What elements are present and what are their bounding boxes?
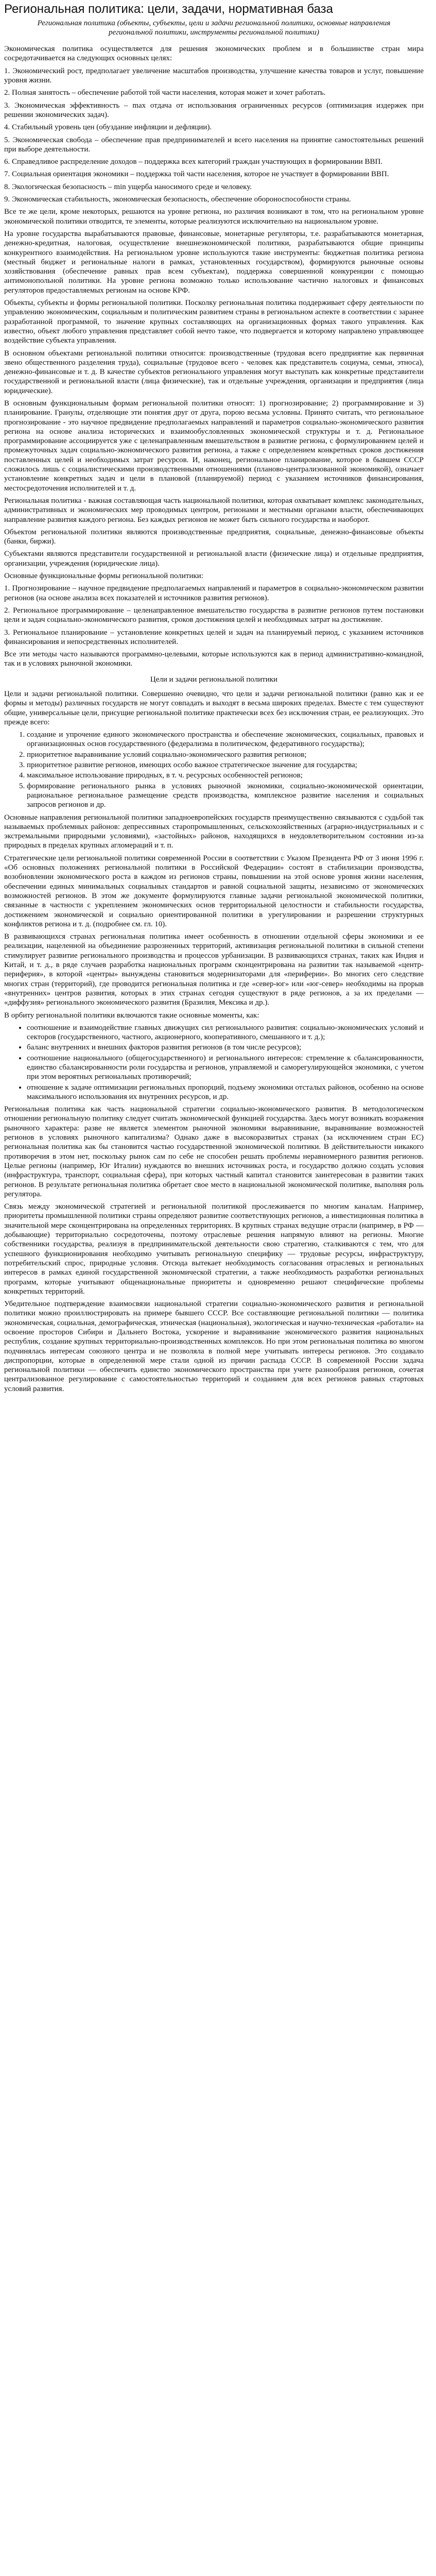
- paragraph: 4. Стабильный уровень цен (обуздание инфляции и дефляции).: [4, 123, 212, 132]
- paragraph: 9. Экономическая стабильность, экономическая безопасность, обеспечение обороноспособности страны.: [4, 195, 351, 204]
- list-item: • соотношение и взаимодействие главных движущих сил регионального развития: социально-экономических условий и секторов (государственного, частного, акционерного, кооперативного, смешанного и т. д.);: [27, 1023, 424, 1042]
- list-item: • баланс внутренних и внешних факторов развития регионов (в том числе ресурсов);: [27, 1043, 424, 1052]
- list-item: • соотношение национального (общегосударственного) и регионального интересов: стремление к сбалансированности, единство сбалансированности роли государства и регионов, управляемой и саморегулирующейся экономики, с учетом при этом вероятных региональных противоречий;: [27, 1054, 424, 1082]
- paragraph: В основном объектами региональной политики относится: производственные (трудовая всего предприятие как первичная звено общественного разделения труда), социальные (трудовое всего - человек как представитель социума, семьи, этноса), денежно-финансовые и т. д. В качестве субъектов регионального управления могут выступать как конкретные представители государственной и региональной власти (лица физические), так и отдельные учреждения, организации и предприятия (лица юридические).: [4, 349, 424, 395]
- paragraph: 2. Полная занятость – обеспечение работой той части населения, которая может и хочет работать.: [4, 89, 326, 97]
- paragraph: В основным функциональным формам региональной политики относят: 1) прогнозирование; 2) программирование и 3) планирование. Гранулы, отделяющие эти понятия друг от друга, порою весьма условны. Принято считать, что региональное прогнозирование - это научное предвидение предполагаемых направлений и параметров социально-экономического развития региона на основе анализа исторических и взаимообусловленных экономической структуры и т. д. Региональное программирование ассоциируется уже с целенаправленным вмешательством в развитие региона, с формулированием целей и промежуточных задач социально-экономического развития региона, а также с определением конкретных сроков достижения поставленных целей и необходимых затрат ресурсов. И, наконец, региональное планирование, которое в бывшем СССР сложилось лишь с социалистическими производственными отношениями (планово-централизованной экономикой), означает установление конкретных задач и цели в плановой (планируемой) период с указанием источников финансирования, местосредоточения исполнителей и т. д.: [4, 399, 424, 493]
- paragraph: Основные функциональные формы региональной политики:: [4, 572, 203, 581]
- goals-intro-section: [4, 689, 424, 727]
- intro-section: [4, 44, 424, 669]
- paragraph: 1. Прогнозирование – научное предвидение предполагаемых направлений и параметров в социально-экономическом развитии регионов (на основе анализа всех показателей и источников развития регионов).: [4, 584, 424, 602]
- paragraph: Все те же цели, кроме некоторых, решаются на уровне региона, но различия возникают в том, что на региональном уровне экономической политики отводится, те элементы, которые реализуются исключительно на национальном уровне.: [4, 208, 424, 226]
- paragraph: Цели и задачи региональной политики. Совершенно очевидно, что цели и задачи региональной политики (равно как и ее формы и методы) различных государств не могут совпадать и выходят в весьма широких пределах. Вместе с тем существуют общие, универсальные цели, присущие региональной политике практически всех без исключения стран, ее реализующих. Это прежде всего:: [4, 690, 424, 726]
- orbit-list: [4, 1023, 424, 1101]
- list-item: 3. приоритетное развитие регионов, имеющих особо важное стратегическое значение для государства;: [27, 760, 424, 770]
- list-item: • отношение к задаче оптимизации региональных пропорций, подъему экономики отсталых районов, особенно на основе максимального использования их внутренних ресурсов, и др.: [27, 1083, 424, 1102]
- paragraph: Объекты, субъекты и формы региональной политики. Посколку региональная политика поддерживает сферу деятельности по управлению экономическим, социальным и политическим развитием страны в региональном аспекте в соответствии с заранее разработанной программой, то значение крупных составляющих на организационных формах такого управления. Как известно, объект любого управления представляет собой нечто такое, что подвергается и которому направлено управляющее воздействие субъекта управления.: [4, 299, 424, 345]
- paragraph: Стратегические цели региональной политики современной России в соответствии с Указом Президента РФ от 3 июня 1996 г. «Об основных положениях региональной политики в Российской Федерации» состоят в стабилизации производства, возобновлении экономического роста в каждом из регионов страны, повышении на этой основе уровня жизни населения, обеспечении единых минимальных социальных стандартов и равной социальной защиты, независимо от экономических возможностей регионов. В этом же документе формулируются главные задачи региональной экономической политики, связанные в частности с укреплением экономических основ территориальной целостности и стабильности государства, достижением экономической и социально ориентированной политики в урегулировании и разрешении структурных конфликтов региона и т. д. (подробнее см. гл. 10).: [4, 854, 424, 928]
- paragraph: В орбиту региональной политики включаются такие основные моменты, как:: [4, 1011, 259, 1020]
- page-subtitle: Региональная политика (объекты, субъекты, цели и задачи региональной политики, основные направления региональной политики, инструменты региональной политики): [37, 19, 391, 37]
- paragraph: Убедительное подтверждение взаимосвязи национальной стратегии социально-экономического развития и региональной политики можно проиллюстрировать на примере бывшего СССР. Все составляющие региональной политики — политика экономическая, социальная, демографическая, этническая (национальная), экологическая и научно-техническая «работали» на освоение просторов Сибири и Дальнего Востока, ускорение и выравнивание экономического развития национальных республик, создание крупных территориально-производственных комплексов. Но при этом региональная политика во многом подчинялась интересам союзного центра и не позволяла в полной мере учитывать интересы регионов. Это создавало диспропорции, которые в определенной мере стали одной из причин распада СССР. В современной России задача региональной политики — обеспечить единство экономического пространства при учете разнообразия регионов, сочетая централизованное регулирование с самостоятельностью территорий и созданием для всех регионов равных стартовых условий развития.: [4, 1300, 424, 1393]
- closing-section: [4, 1105, 424, 1394]
- page-title: Региональная политика: цели, задачи, нормативная база: [4, 2, 334, 16]
- paragraph: 1. Экономический рост, предполагает увеличение масштабов производства, улучшение качества товаров и услуг, повышение уровня жизни.: [4, 66, 424, 85]
- paragraph: В развивающихся странах региональная политика имеет особенность в отношении отдельной сферы экономики и ее реализации, нацеленной на объединение разрозненных территорий, активизация региональной политики в сильной степени стимулирует развитие регионального производства и процессов урбанизации. В развивающихся странах, таких как Индия и Китай, и т. д., в ряде случаев разработка национальных программ сконцентрирована на развитии так называемой «центр-периферия», в которой «центры» вынуждены становиться модернизаторами для «периферии». Во многих сего следствие многих стран (территорий), где проводится региональная политика и где «север-юг» или «юг-север» необходимы на прорыв «внутренних» центров развития, которых в этих странах сегодня существуют в ряде регионов, а за их пределами — «диффузия» регионального экономического развития (Бразилия, Мексика и др.).: [4, 933, 424, 1007]
- paragraph: Все эти методы часто называются программно-целевыми, которые используются как в период административно-командной, так и в условиях рыночной экономики.: [4, 650, 424, 668]
- paragraph: Региональная политика - важная составляющая часть национальной политики, которая охватывает комплекс законодательных, административных и экономических мер проводимых центром, регионами и местными органами власти, обеспечивающих направление развития каждого региона. Без каждых регионов не может быть сильного государства и наоборот.: [4, 496, 424, 524]
- goals-list: [4, 730, 424, 809]
- paragraph: Объектом региональной политики являются производственные предприятия, социальные, денежно-финансовые объекты (банки, биржи).: [4, 528, 424, 546]
- paragraph: 6. Справедливое распределение доходов – поддержка всех категорий граждан участвующих в формировании ВВП.: [4, 158, 383, 166]
- list-item: 2. приоритетное выравнивание условий социально-экономического развития регионов;: [27, 750, 424, 759]
- paragraph: 3. Экономическая эффективность – max отдача от использования ограниченных ресурсов (оптимизация издержек при решении экономических задач).: [4, 101, 424, 119]
- list-item: 4. максимальное использование природных, в т. ч. ресурсных особенностей регионов;: [27, 771, 424, 780]
- paragraph: Региональная политика как часть национальной стратегии социально-экономического развития. В методологическом отношении региональную политику следует считать экономической функцией государства. Здесь могут возникать возражения рыночного характера: разве не является элементом рыночной экономики выравнивание, выравнивание возможностей регионов в условиях рыночного капитализма? Однако даже в высокоразвитых странах (за исключением стран ЕС) региональная политика как бы становится частью государственной экономической политики. В действительности никакого противоречия в этом нет, поскольку рынок сам по себе не способен решать проблемы неравномерного развития регионов. Целые регионы (например, Юг Италии) нуждаются во внешних источниках роста, и государство должно создать условия (инфраструктура, транспорт, социальная сфера), при которых частный капитал становится заинтересован в развитии таких регионов. В результате региональная политика обретает свое место в национальной экономической политике, выполняя роль регулятора.: [4, 1105, 424, 1198]
- paragraph: 8. Экологическая безопасность – min ущерба наносимого среде и человеку.: [4, 182, 252, 191]
- goals-heading: Цели и задачи региональной политики: [150, 675, 278, 684]
- list-item: 5. формирование регионального рынка в условиях рыночной экономики, социально-экономической ориентации, рациональное региональное размещение средств производства, комплексное развитие населения и социальных запросов регионов и др.: [27, 782, 424, 810]
- paragraph: Связь между экономической стратегией и региональной политикой прослеживается по многим каналам. Например, приоритеты промышленной политики страны определяют развитие соответствующих регионов, а инвестиционная политика в значительной мере сконцентрирована на определенных территориях. В крупных странах ведущие отрасли (например, в РФ — добывающие) территориально сосредоточены, поэтому отраслевые решения напрямую влияют на регионы. Многие собственники государства, реализуя в предпринимательской деятельности свою стратегию, сталкиваются с тем, что для успешного функционирования необходимо учитывать региональную специфику — трудовые ресурсы, инфраструктуру, потребительский спрос, природные условия. Отсюда вытекает необходимость согласования отраслевых и региональных интересов в рамках единой государственной экономической стратегии, а также необходимость разработки региональных программ, которые учитывают общенациональные приоритеты и одновременно решают специфические проблемы конкретных территорий.: [4, 1202, 424, 1296]
- list-item: 1. создание и упрочение единого экономического пространства и обеспечение экономических, социальных, правовых и организационных основ государственного (федерализма в политическом, федеративного государства);: [27, 730, 424, 749]
- paragraph: 7. Социальная ориентация экономики – поддержка той части населения, которое не участвует в формировании ВВП.: [4, 170, 389, 179]
- paragraph: 3. Региональное планирование – установление конкретных целей и задач на планируемый период, с указанием источников финансирования и непосредственных исполнителей.: [4, 628, 424, 646]
- paragraph: 2. Региональное программирование – целенаправленное вмешательство государства в развитие регионов путем постановки цели и задач социально-экономического развития, сроков достижения целей и необходимых затрат на достижение.: [4, 606, 424, 624]
- paragraph: На уровне государства вырабатываются правовые, финансовые, монетарные регуляторы, т.е. разрабатываются монетарная, денежно-кредитная, налоговая, осуществление внешнеэкономической политики, разрабатываются общие принципы конкурентного взаимодействия. На региональном уровне используются такие инструменты: бюджетная политика региона (местный бюджет и региональные налоги в рамках, установленных государством), формируются рыночные основы хозяйствования (обеспечение равных прав всем субъектам), поддержка совершенной конкуренции с помощью антимонопольной политики. На уровне региона возможно только использование частично налоговых и финансовых регуляторов предоставляемых регионам на основе КРФ.: [4, 229, 424, 295]
- paragraph: Экономическая политика осуществляется для решения экономических проблем и в большинстве стран мира сосредотачивается на следующих основных целях:: [4, 45, 424, 63]
- paragraph: Субъектами являются представители государственной и региональной власти (физические лица) и отдельные предприятия, организации, учреждения (юридические лица).: [4, 550, 424, 568]
- paragraph: 5. Экономическая свобода – обеспечение прав предпринимателей и всего населения на принятие самостоятельных решений при выборе деятельности.: [4, 135, 424, 154]
- paragraph: Основные направления региональной политики западноевропейских государств преимущественно связываются с судьбой так называемых проблемных районов: депрессивных старопромышленных, сельскохозяйственных (аграрно-индустриальных и с экстремальными природными условиями), «застойных» районов, находящихся в неудовлетворительном состоянии из-за природных в пределах крупных агломераций и т. п.: [4, 813, 424, 850]
- goals-outro-section: [4, 813, 424, 1020]
